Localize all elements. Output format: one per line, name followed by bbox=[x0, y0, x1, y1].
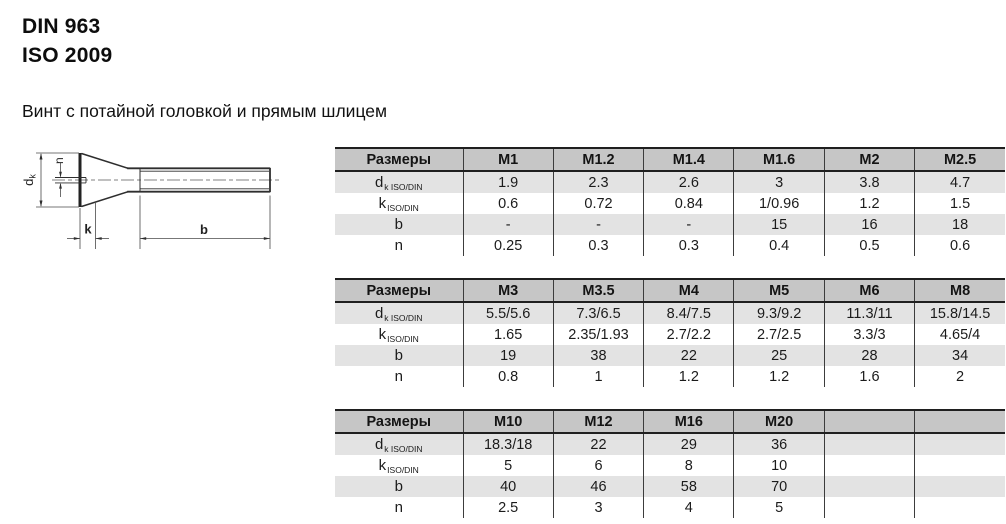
spec-value-cell: 1.2 bbox=[824, 193, 914, 214]
table-row bbox=[335, 476, 1005, 497]
spec-value-cell: 0.8 bbox=[463, 366, 553, 387]
thread-size-header: M1.6 bbox=[734, 148, 824, 171]
spec-value-cell: 5 bbox=[734, 497, 824, 518]
row-label bbox=[335, 455, 463, 476]
row-label bbox=[335, 324, 463, 345]
row-label-symbol: k bbox=[378, 456, 387, 474]
spec-value-cell: 2.7/2.5 bbox=[734, 324, 824, 345]
spec-value-cell bbox=[824, 476, 914, 497]
row-label-subscript: ISO/DIN bbox=[387, 202, 419, 213]
row-label-symbol: d bbox=[374, 304, 384, 322]
spec-value-cell: 28 bbox=[824, 345, 914, 366]
spec-value-cell: 2.6 bbox=[644, 171, 734, 193]
spec-value-cell: 4.65/4 bbox=[915, 324, 1005, 345]
thread-size-header: M3.5 bbox=[553, 279, 643, 302]
thread-size-header bbox=[824, 410, 914, 433]
row-label-symbol: n bbox=[394, 499, 403, 516]
spec-value-cell: 46 bbox=[553, 476, 643, 497]
spec-value-cell: 1.9 bbox=[463, 171, 553, 193]
spec-value-cell: 15 bbox=[734, 214, 824, 235]
spec-value-cell: 2.5 bbox=[463, 497, 553, 518]
table-row bbox=[335, 345, 1005, 366]
doc-header bbox=[22, 12, 387, 122]
row-label bbox=[335, 366, 463, 387]
table-row bbox=[335, 324, 1005, 345]
row-label-symbol: b bbox=[394, 216, 403, 233]
row-label-subscript: ISO/DIN bbox=[387, 333, 419, 344]
k-arrow-right bbox=[96, 237, 102, 240]
spec-value-cell: 1/0.96 bbox=[734, 193, 824, 214]
spec-value-cell: 15.8/14.5 bbox=[915, 302, 1005, 324]
thread-size-header: M2.5 bbox=[915, 148, 1005, 171]
thread-size-header: M20 bbox=[734, 410, 824, 433]
thread-size-header: M8 bbox=[915, 279, 1005, 302]
b-arrow-left bbox=[140, 237, 146, 240]
table-row bbox=[335, 235, 1005, 256]
spec-value-cell: 0.6 bbox=[463, 193, 553, 214]
screw-technical-drawing bbox=[0, 140, 330, 260]
thread-size-header: M3 bbox=[463, 279, 553, 302]
spec-value-cell: 5.5/5.6 bbox=[463, 302, 553, 324]
table-row bbox=[335, 171, 1005, 193]
spec-value-cell bbox=[915, 433, 1005, 455]
spec-value-cell: 0.3 bbox=[644, 235, 734, 256]
spec-value-cell: 40 bbox=[463, 476, 553, 497]
spec-value-cell: 18 bbox=[915, 214, 1005, 235]
table-row bbox=[335, 455, 1005, 476]
spec-value-cell: - bbox=[463, 214, 553, 235]
spec-value-cell: 3.8 bbox=[824, 171, 914, 193]
dk-arrow-top bbox=[40, 153, 43, 160]
row-label-symbol: n bbox=[394, 368, 403, 385]
row-label-symbol: k bbox=[378, 325, 387, 343]
spec-value-cell: 1.2 bbox=[734, 366, 824, 387]
spec-table-m10-to-m20 bbox=[335, 409, 1005, 518]
spec-value-cell: 0.25 bbox=[463, 235, 553, 256]
spec-value-cell: 0.5 bbox=[824, 235, 914, 256]
spec-value-cell bbox=[915, 497, 1005, 518]
spec-value-cell: 58 bbox=[644, 476, 734, 497]
row-label-symbol: b bbox=[394, 478, 403, 495]
spec-value-cell: 34 bbox=[915, 345, 1005, 366]
spec-table-m1-to-m2_5 bbox=[335, 147, 1005, 256]
thread-size-header: M1 bbox=[463, 148, 553, 171]
thread-size-header: M5 bbox=[734, 279, 824, 302]
spec-value-cell: 2.7/2.2 bbox=[644, 324, 734, 345]
dim-label-dk: dk bbox=[21, 174, 38, 186]
spec-value-cell: 0.3 bbox=[553, 235, 643, 256]
dim-label-n: n bbox=[52, 157, 66, 164]
spec-value-cell: 1 bbox=[553, 366, 643, 387]
table-row bbox=[335, 302, 1005, 324]
thread-size-header: M1.4 bbox=[644, 148, 734, 171]
spec-value-cell: 2 bbox=[915, 366, 1005, 387]
row-label bbox=[335, 171, 463, 193]
spec-value-cell bbox=[824, 497, 914, 518]
thread-size-header bbox=[915, 410, 1005, 433]
spec-value-cell: 1.65 bbox=[463, 324, 553, 345]
spec-value-cell bbox=[915, 455, 1005, 476]
spec-value-cell: 25 bbox=[734, 345, 824, 366]
head-cone-top-line bbox=[82, 154, 129, 169]
header-row bbox=[335, 410, 1005, 433]
spec-table-m3-to-m8 bbox=[335, 278, 1005, 387]
spec-value-cell: 7.3/6.5 bbox=[553, 302, 643, 324]
spec-value-cell: 4.7 bbox=[915, 171, 1005, 193]
table-row bbox=[335, 433, 1005, 455]
k-arrow-left bbox=[74, 237, 80, 240]
row-label-symbol: d bbox=[374, 173, 384, 191]
spec-value-cell: 70 bbox=[734, 476, 824, 497]
thread-size-header: M16 bbox=[644, 410, 734, 433]
row-label-subscript: k ISO/DIN bbox=[384, 312, 423, 323]
spec-value-cell: 22 bbox=[644, 345, 734, 366]
spec-value-cell: 3 bbox=[734, 171, 824, 193]
spec-value-cell: 3.3/3 bbox=[824, 324, 914, 345]
row-label bbox=[335, 345, 463, 366]
standard-din-title: DIN 963 bbox=[22, 15, 101, 38]
spec-value-cell: - bbox=[644, 214, 734, 235]
standard-iso-title: ISO 2009 bbox=[22, 44, 113, 67]
spec-value-cell: 4 bbox=[644, 497, 734, 518]
header-row bbox=[335, 279, 1005, 302]
dim-label-b: b bbox=[200, 222, 208, 237]
spec-value-cell: 1.5 bbox=[915, 193, 1005, 214]
thread-size-header: M4 bbox=[644, 279, 734, 302]
row-label bbox=[335, 214, 463, 235]
head-cone-bottom-line bbox=[82, 192, 129, 207]
thread-size-header: M12 bbox=[553, 410, 643, 433]
spec-value-cell: 36 bbox=[734, 433, 824, 455]
spec-value-cell: 1.2 bbox=[644, 366, 734, 387]
thread-size-header: M10 bbox=[463, 410, 553, 433]
row-label bbox=[335, 302, 463, 324]
row-label-symbol: n bbox=[394, 237, 403, 254]
spec-value-cell: 19 bbox=[463, 345, 553, 366]
spec-value-cell: 5 bbox=[463, 455, 553, 476]
row-label bbox=[335, 193, 463, 214]
spec-value-cell: 6 bbox=[553, 455, 643, 476]
row-label bbox=[335, 433, 463, 455]
spec-value-cell: - bbox=[553, 214, 643, 235]
spec-value-cell: 2.35/1.93 bbox=[553, 324, 643, 345]
row-label bbox=[335, 497, 463, 518]
spec-value-cell bbox=[824, 455, 914, 476]
spec-value-cell: 22 bbox=[553, 433, 643, 455]
spec-value-cell: 16 bbox=[824, 214, 914, 235]
row-label-symbol: k bbox=[378, 194, 387, 212]
sizes-column-header: Размеры bbox=[335, 279, 463, 302]
row-label-subscript: ISO/DIN bbox=[387, 464, 419, 475]
sizes-column-header: Размеры bbox=[335, 148, 463, 171]
spec-value-cell: 0.72 bbox=[553, 193, 643, 214]
row-label-subscript: k ISO/DIN bbox=[384, 181, 423, 192]
n-arrow-down bbox=[59, 172, 62, 178]
n-arrow-up bbox=[59, 183, 62, 189]
sizes-column-header: Размеры bbox=[335, 410, 463, 433]
table-row bbox=[335, 366, 1005, 387]
spec-value-cell: 8 bbox=[644, 455, 734, 476]
spec-value-cell: 2.3 bbox=[553, 171, 643, 193]
table-row bbox=[335, 214, 1005, 235]
spec-value-cell: 0.4 bbox=[734, 235, 824, 256]
spec-value-cell: 0.6 bbox=[915, 235, 1005, 256]
row-label-symbol: d bbox=[374, 435, 384, 453]
spec-value-cell: 18.3/18 bbox=[463, 433, 553, 455]
thread-size-header: M6 bbox=[824, 279, 914, 302]
header-row bbox=[335, 148, 1005, 171]
spec-value-cell: 10 bbox=[734, 455, 824, 476]
b-arrow-right bbox=[264, 237, 270, 240]
dk-arrow-bottom bbox=[40, 201, 43, 208]
spec-value-cell: 11.3/11 bbox=[824, 302, 914, 324]
row-label-symbol: b bbox=[394, 347, 403, 364]
row-label bbox=[335, 476, 463, 497]
spec-value-cell: 38 bbox=[553, 345, 643, 366]
spec-value-cell: 1.6 bbox=[824, 366, 914, 387]
spec-value-cell: 29 bbox=[644, 433, 734, 455]
thread-size-header: M2 bbox=[824, 148, 914, 171]
dim-label-k: k bbox=[84, 221, 92, 237]
spec-value-cell: 9.3/9.2 bbox=[734, 302, 824, 324]
row-label bbox=[335, 235, 463, 256]
thread-size-header: M1.2 bbox=[553, 148, 643, 171]
spec-value-cell: 0.84 bbox=[644, 193, 734, 214]
product-description: Винт с потайной головкой и прямым шлицем bbox=[22, 101, 388, 121]
spec-value-cell bbox=[915, 476, 1005, 497]
spec-value-cell: 8.4/7.5 bbox=[644, 302, 734, 324]
spec-value-cell bbox=[824, 433, 914, 455]
spec-value-cell: 3 bbox=[553, 497, 643, 518]
row-label-subscript: k ISO/DIN bbox=[384, 443, 423, 454]
table-row bbox=[335, 193, 1005, 214]
table-row bbox=[335, 497, 1005, 518]
